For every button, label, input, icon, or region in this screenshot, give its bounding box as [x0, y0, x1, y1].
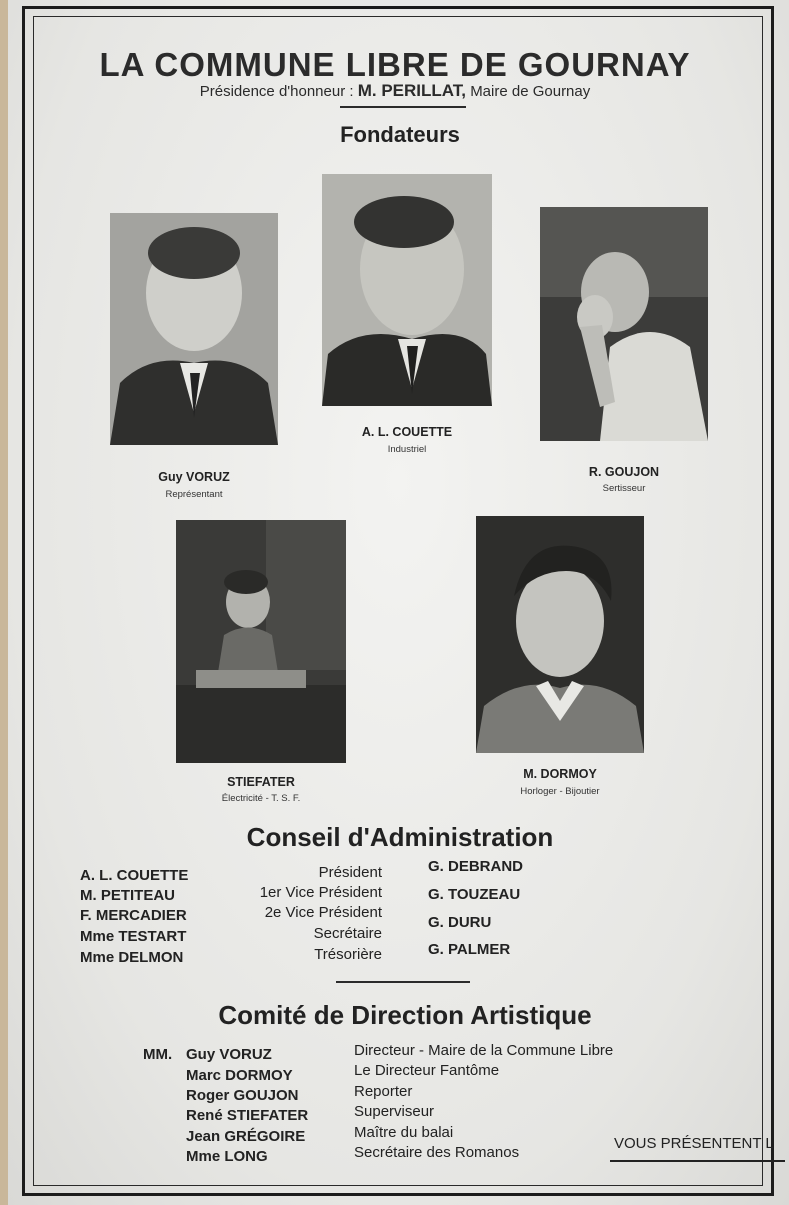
comite-name: Jean GRÉGOIRE: [186, 1128, 306, 1145]
document-title: LA COMMUNE LIBRE DE GOURNAY: [99, 46, 691, 83]
honor-underline: [340, 106, 466, 108]
comite-role: Le Directeur Fantôme: [354, 1062, 500, 1079]
comite-role: Secrétaire des Romanos: [354, 1144, 520, 1161]
founder-name: R. GOUJON: [588, 465, 660, 479]
founder-role: Représentant: [165, 489, 223, 500]
comite-role: Directeur - Maire de la Commune Libre: [354, 1042, 614, 1059]
officer-name: Mme TESTART: [80, 928, 187, 945]
comite-name: Mme LONG: [186, 1148, 268, 1165]
comite-heading: Comité de Direction Artistique: [218, 1000, 592, 1030]
founder-role: Industriel: [387, 444, 427, 455]
officer-role: Secrétaire: [313, 925, 382, 942]
founder-name: A. L. COUETTE: [361, 425, 453, 439]
honor-suffix: Maire de Gournay: [470, 83, 591, 100]
comite-role: Superviseur: [354, 1103, 435, 1120]
photo-al-couette: [322, 174, 492, 406]
officer-role: 1er Vice Président: [259, 884, 382, 901]
presents-underline: [610, 1160, 785, 1162]
board-member: G. DURU: [428, 914, 492, 931]
founder-role: Électricité - T. S. F.: [221, 793, 301, 804]
honorary-presidency: [60, 81, 730, 101]
presents-text: VOUS PRÉSENTENT L: [614, 1135, 774, 1152]
comite-name: Guy VORUZ: [186, 1046, 272, 1063]
officer-role: 2e Vice Président: [264, 904, 382, 921]
photo-guy-voruz: [110, 213, 278, 445]
board-member: G. TOUZEAU: [428, 886, 521, 903]
section-divider: [336, 981, 470, 983]
founder-name: Guy VORUZ: [158, 470, 230, 484]
comite-role: Maître du balai: [354, 1124, 454, 1141]
comite-name: Roger GOUJON: [186, 1087, 299, 1104]
comite-name: Marc DORMOY: [186, 1067, 293, 1084]
photo-stiefater: [176, 520, 346, 763]
founder-role: Sertisseur: [602, 483, 646, 494]
founders-heading: Fondateurs: [340, 122, 460, 147]
comite-role: Reporter: [354, 1083, 413, 1100]
comite-prefix: MM.: [143, 1046, 173, 1063]
board-member: G. PALMER: [428, 941, 511, 958]
officer-name: A. L. COUETTE: [80, 867, 189, 884]
board-member: G. DEBRAND: [428, 858, 524, 875]
officer-name: F. MERCADIER: [80, 907, 187, 924]
photo-r-goujon: [540, 207, 708, 441]
conseil-heading: Conseil d'Administration: [246, 822, 554, 852]
officer-role: Président: [318, 864, 382, 881]
officer-name: Mme DELMON: [80, 949, 184, 966]
officer-role: Trésorière: [314, 946, 382, 963]
photo-m-dormoy: [476, 516, 644, 753]
officer-name: M. PETITEAU: [80, 887, 176, 904]
founder-role: Horloger - Bijoutier: [520, 786, 600, 797]
honor-prefix: Présidence d'honneur :: [199, 83, 354, 100]
founder-name: STIEFATER: [227, 775, 295, 789]
honor-name: M. PERILLAT,: [357, 81, 467, 100]
founder-name: M. DORMOY: [523, 767, 597, 781]
comite-name: René STIEFATER: [186, 1107, 309, 1124]
